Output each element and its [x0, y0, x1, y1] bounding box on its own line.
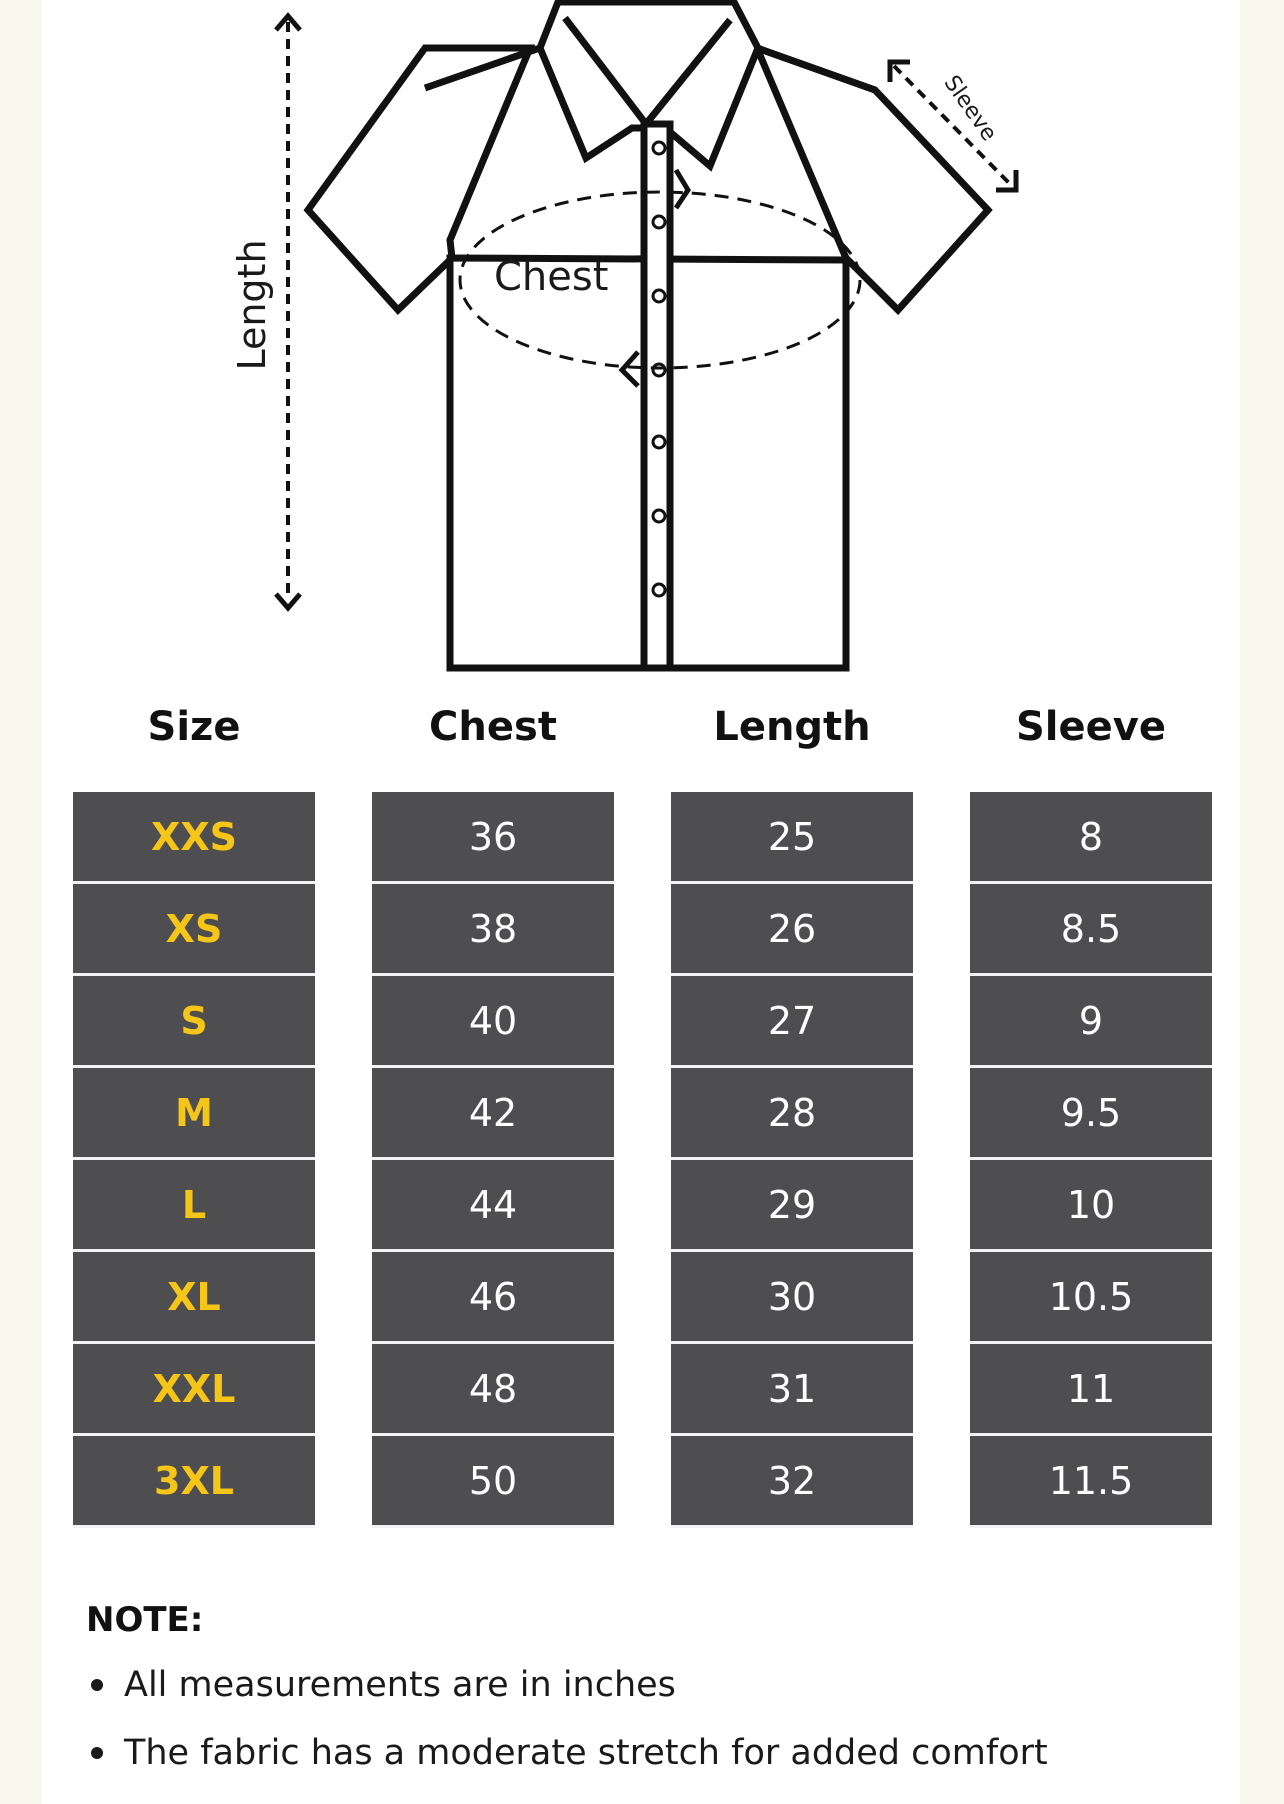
length-cell: 28	[671, 1068, 913, 1160]
sleeve-cell: 9	[970, 976, 1212, 1068]
note-item: All measurements are in inches	[88, 1660, 1048, 1728]
size-cell: XL	[73, 1252, 315, 1344]
header-size: Size	[147, 704, 241, 750]
length-cell: 32	[671, 1436, 913, 1528]
chest-cell: 50	[372, 1436, 614, 1528]
note-item: The fabric has a moderate stretch for added comfort	[88, 1728, 1048, 1796]
length-cell: 25	[671, 792, 913, 884]
note-list	[88, 1660, 1048, 1796]
chest-cell: 44	[372, 1160, 614, 1252]
sleeve-column	[970, 792, 1212, 1528]
sleeve-label: Sleeve	[938, 71, 1002, 146]
length-cell: 26	[671, 884, 913, 976]
sleeve-cell: 8.5	[970, 884, 1212, 976]
chest-cell: 42	[372, 1068, 614, 1160]
sleeve-cell: 9.5	[970, 1068, 1212, 1160]
length-cell: 29	[671, 1160, 913, 1252]
chest-label: Chest	[494, 254, 609, 300]
size-cell: XS	[73, 884, 315, 976]
header-chest: Chest	[429, 704, 557, 750]
header-sleeve: Sleeve	[1016, 704, 1166, 750]
chest-cell: 36	[372, 792, 614, 884]
size-cell: 3XL	[73, 1436, 315, 1528]
chest-column	[372, 792, 614, 1528]
size-cell: S	[73, 976, 315, 1068]
sleeve-cell: 11.5	[970, 1436, 1212, 1528]
shirt-diagram	[0, 0, 1284, 690]
sleeve-cell: 8	[970, 792, 1212, 884]
size-cell: M	[73, 1068, 315, 1160]
length-column	[671, 792, 913, 1528]
chest-cell: 40	[372, 976, 614, 1068]
header-length: Length	[713, 704, 871, 750]
note-title: NOTE:	[86, 1600, 204, 1640]
size-column	[73, 792, 315, 1528]
size-cell: L	[73, 1160, 315, 1252]
length-cell: 31	[671, 1344, 913, 1436]
size-cell: XXL	[73, 1344, 315, 1436]
length-cell: 30	[671, 1252, 913, 1344]
chest-cell: 46	[372, 1252, 614, 1344]
shirt-outline-illustration	[0, 0, 1284, 690]
chest-cell: 38	[372, 884, 614, 976]
length-cell: 27	[671, 976, 913, 1068]
size-cell: XXS	[73, 792, 315, 884]
chest-cell: 48	[372, 1344, 614, 1436]
length-label: Length	[230, 239, 274, 371]
sleeve-cell: 10	[970, 1160, 1212, 1252]
sleeve-cell: 11	[970, 1344, 1212, 1436]
sleeve-cell: 10.5	[970, 1252, 1212, 1344]
